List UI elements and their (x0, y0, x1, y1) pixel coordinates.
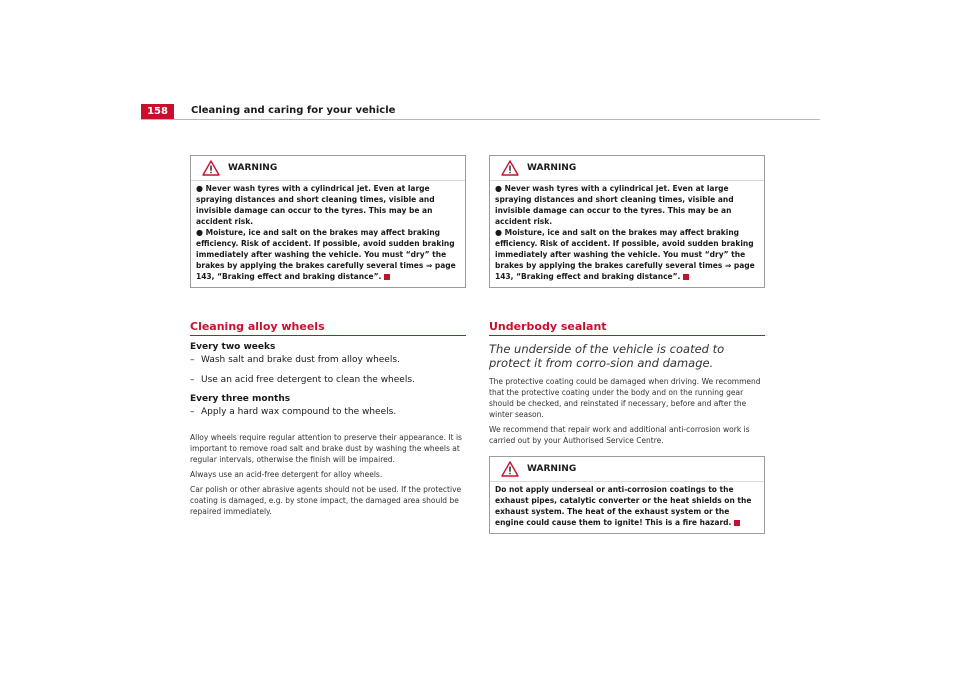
body-paragraph: We recommend that repair work and additional anti-corrosion work is carried out by your Authorised Service Centre. (489, 425, 750, 445)
bullet-icon: ● (495, 184, 502, 193)
warning-item: ● Never wash tyres with a cylindrical jet. Even at large spraying distances and short cleaning times, visible and invisible damage can occur to the tyres. This may be an accident risk. (196, 184, 435, 226)
page-reference-link[interactable]: ⇒ page 143, “Braking effect and braking distance”. (495, 261, 755, 281)
end-of-section-icon (734, 520, 740, 526)
tyre-warning-box (190, 155, 466, 288)
warning-item: ● Never wash tyres with a cylindrical jet. Even at large spraying distances and short cleaning times, visible and invisible damage can occur to the tyres. This may be an accident risk. (495, 184, 734, 226)
step-item: – Wash salt and brake dust from alloy wheels. (190, 355, 400, 365)
warning-body (196, 183, 460, 282)
warning-item: ● Moisture, ice and salt on the brakes may affect braking efficiency. Risk of accident. If possible, avoid sudden braking immediately after washing the vehicle. You must “dry” the brakes by applying the brakes carefully several times ⇒ page 143, “Braking effect and braking distance”. (196, 228, 456, 281)
warning-triangle-icon (501, 160, 519, 176)
page-reference-link[interactable]: ⇒ page 143, “Braking effect and braking distance”. (196, 261, 456, 281)
section-title-underbody: Underbody sealant (489, 320, 765, 336)
subheading-two-weeks: Every two weeks (190, 342, 276, 352)
warning-header (490, 156, 764, 181)
section-title-alloy: Cleaning alloy wheels (190, 320, 466, 336)
warning-body (495, 484, 759, 528)
warning-title: WARNING (228, 163, 278, 173)
warning-body (495, 183, 759, 282)
step-item: – Apply a hard wax compound to the wheels. (190, 407, 397, 417)
bullet-icon: ● (196, 184, 203, 193)
warning-item: ● Moisture, ice and salt on the brakes may affect braking efficiency. Risk of accident. If possible, avoid sudden braking immediately after washing the vehicle. You must “dry” the brakes by applying the brakes carefully several times ⇒ page 143, “Braking effect and braking distance”. (495, 228, 755, 281)
brake-warning-box (489, 155, 765, 288)
page-number: 158 (141, 104, 174, 120)
left-column (190, 155, 466, 521)
body-paragraph: Car polish or other abrasive agents should not be used. If the protective coating is damaged, e.g. by stone impact, the damaged area should be repaired immediately. (190, 485, 462, 516)
section-intro: The underside of the vehicle is coated to protect it from corro-sion and damage. (489, 342, 725, 370)
body-paragraph: The protective coating could be damaged when driving. We recommend that the protective coating under the body and on the running gear should be checked, and reinstated if necessary, before and after the winter season. (489, 377, 761, 419)
underseal-warning-box (489, 456, 765, 534)
warning-triangle-icon (202, 160, 220, 176)
warning-header (191, 156, 465, 181)
chapter-title: Cleaning and caring for your vehicle (191, 105, 396, 116)
warning-title: WARNING (527, 464, 577, 474)
subheading-three-months: Every three months (190, 394, 291, 404)
header-divider (141, 119, 820, 120)
warning-triangle-icon (501, 461, 519, 477)
end-of-section-icon (384, 274, 390, 280)
warning-item: Do not apply underseal or anti-corrosion coatings to the exhaust pipes, catalytic converter or the heat shields on the exhaust system. The heat of the exhaust system or the engine could cause them to ignite! This is a fire hazard. (495, 485, 752, 527)
warning-title: WARNING (527, 163, 577, 173)
body-paragraph: Always use an acid-free detergent for alloy wheels. (190, 470, 383, 479)
bullet-icon: ● (196, 228, 203, 237)
step-item: – Use an acid free detergent to clean the wheels. (190, 375, 415, 385)
bullet-icon: ● (495, 228, 502, 237)
right-column (489, 155, 765, 534)
body-paragraph: Alloy wheels require regular attention to preserve their appearance. It is important to remove road salt and brake dust by washing the wheels at regular intervals, otherwise the finish will be impaired. (190, 433, 462, 464)
end-of-section-icon (683, 274, 689, 280)
warning-header (490, 457, 764, 482)
